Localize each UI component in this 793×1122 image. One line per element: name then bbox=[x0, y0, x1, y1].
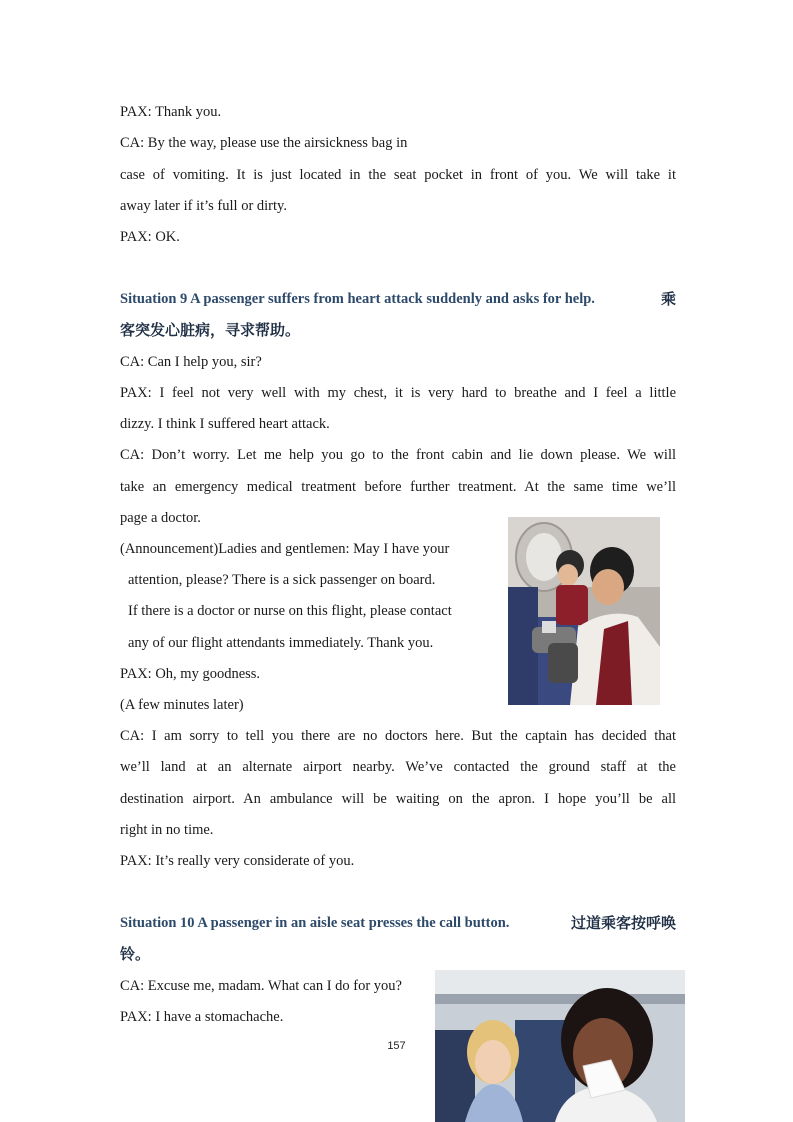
dialogue-line: PAX: It’s really very considerate of you. bbox=[120, 853, 355, 869]
dialogue-line: PAX: I feel not very well with my chest, it is very hard to breathe and I feel a little bbox=[120, 385, 676, 401]
announcement-line: attention, please? There is a sick passenger on board. bbox=[128, 572, 436, 588]
situation-10-title-en: Situation 10 A passenger in an aisle seat presses the call button. bbox=[120, 915, 510, 931]
dialogue-line: CA: By the way, please use the airsickness bag in bbox=[120, 135, 408, 151]
dialogue-line: CA: Don’t worry. Let me help you go to the front cabin and lie down please. We will bbox=[120, 447, 676, 463]
situation-9-title-en: Situation 9 A passenger suffers from heart attack suddenly and asks for help. bbox=[120, 291, 595, 307]
dialogue-line: PAX: OK. bbox=[120, 229, 180, 245]
situation-9-title-zh-1: 乘 bbox=[660, 290, 676, 308]
dialogue-line: PAX: Thank you. bbox=[120, 104, 222, 120]
situation-9-heading bbox=[120, 289, 676, 340]
dialogue-line: CA: Excuse me, madam. What can I do for you? bbox=[120, 978, 402, 994]
dialogue-line: CA: Can I help you, sir? bbox=[120, 354, 262, 370]
dialogue-line: away later if it’s full or dirty. bbox=[120, 198, 287, 214]
situation-10-title-zh-2: 铃。 bbox=[120, 945, 151, 963]
situation-10-heading bbox=[120, 913, 676, 964]
dialogue-line: (A few minutes later) bbox=[120, 697, 244, 713]
announcement-line: any of our flight attendants immediately. Thank you. bbox=[128, 635, 434, 651]
dialogue-line: PAX: Oh, my goodness. bbox=[120, 666, 261, 682]
cabin-crew-assisting-photo bbox=[508, 517, 660, 705]
page-number: 157 bbox=[387, 1040, 406, 1052]
dialogue-line: CA: I am sorry to tell you there are no doctors here. But the captain has decided that bbox=[120, 728, 676, 744]
dialogue-line: dizzy. I think I suffered heart attack. bbox=[120, 416, 330, 432]
announcement-line: If there is a doctor or nurse on this flight, please contact bbox=[128, 603, 452, 619]
dialogue-line: destination airport. An ambulance will be waiting on the apron. I hope you’ll be all bbox=[120, 791, 676, 807]
dialogue-line: case of vomiting. It is just located in the seat pocket in front of you. We will take it bbox=[120, 167, 676, 183]
situation-10-title-zh-1: 过道乘客按呼唤 bbox=[570, 914, 676, 932]
dialogue-line: take an emergency medical treatment before further treatment. At the same time we’ll bbox=[120, 479, 676, 495]
situation-9-title-zh-2: 客突发心脏病，寻求帮助。 bbox=[120, 321, 301, 339]
dialogue-line: we’ll land at an alternate airport nearby. We’ve contacted the ground staff at the bbox=[120, 759, 676, 775]
dialogue-line: page a doctor. bbox=[120, 510, 201, 526]
dialogue-line: right in no time. bbox=[120, 822, 214, 838]
dialogue-line: PAX: I have a stomachache. bbox=[120, 1009, 284, 1025]
announcement-line: (Announcement)Ladies and gentlemen: May I have your bbox=[120, 541, 450, 557]
